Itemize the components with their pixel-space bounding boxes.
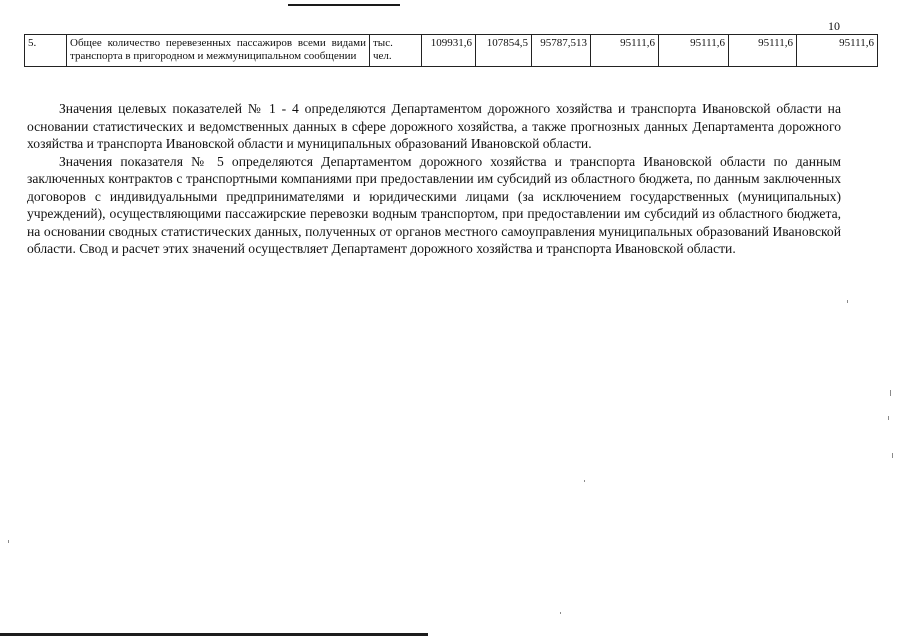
value-cell: 95111,6: [659, 35, 729, 67]
page-number: 10: [828, 19, 840, 33]
top-scan-line: [288, 4, 400, 6]
scan-speck: [560, 612, 561, 614]
unit-line-1: тыс.: [373, 37, 393, 49]
paragraph-1: Значения целевых показателей № 1 - 4 определяются Департаментом дорожного хозяйства и транспорта Ивановской области на основании статистических и ведомственных данных в сфере дорожного хозяйства, а также прогнозных данных Департамента дорожного хозяйства и транспорта Ивановской области и муниципальных образований Ивановской области.: [27, 101, 841, 151]
row-description: Общее количество перевезенных пассажиров всеми видами транспорта в пригородном и межмуниципальном сообщении: [67, 35, 370, 67]
value-cell: 109931,6: [422, 35, 476, 67]
scan-speck: [8, 540, 9, 543]
unit-line-2: чел.: [373, 50, 392, 62]
scan-speck: [584, 480, 585, 482]
indicators-table: [24, 34, 878, 67]
scan-speck: [892, 453, 893, 458]
value-cell: 95111,6: [729, 35, 797, 67]
body-text: [27, 100, 841, 258]
row-unit: [370, 35, 422, 67]
paragraph-2: Значения показателя № 5 определяются Департаментом дорожного хозяйства и транспорта Ивановской области по данным заключенных контрактов с транспортными компаниями при предоставлении им субсидий из областного бюджета, по данным заключенных договоров с индивидуальными предпринимателями и юридическими лицами (за исключением государственных (муниципальных) учреждений), осуществляющими пассажирские перевозки водным транспортом, при предоставлении им субсидий из областного бюджета, на основании сводных статистических данных, полученных от органов местного самоуправления муниципальных образований Ивановской области. Свод и расчет этих значений осуществляет Департамент дорожного хозяйства и транспорта Ивановской области.: [27, 153, 841, 256]
scan-speck: [890, 390, 891, 396]
scan-speck: [847, 300, 848, 303]
value-cell: 95111,6: [591, 35, 659, 67]
value-cell: 95111,6: [797, 35, 878, 67]
value-cell: 107854,5: [476, 35, 532, 67]
scan-speck: [888, 416, 889, 420]
row-index: 5.: [25, 35, 67, 67]
table-row: [25, 35, 878, 67]
value-cell: 95787,513: [532, 35, 591, 67]
bottom-scan-line: [0, 633, 428, 636]
